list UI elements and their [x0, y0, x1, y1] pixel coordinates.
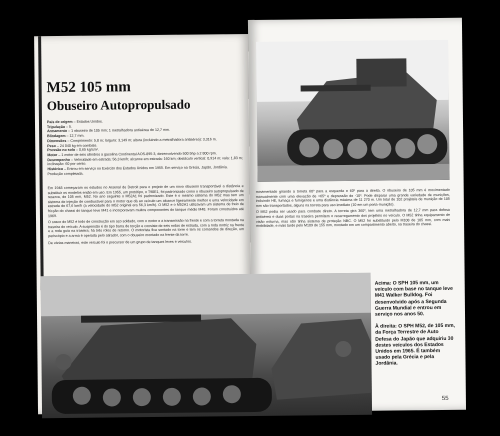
page-number: 55 [441, 395, 449, 403]
caption-bottom: À direita: O SPH M52, de 105 mm, da Força Terrestre de Auto Defesa do Japão que adquiriu 30 destes veículos dos Estados Unidos em 1965. É também usado pela Grécia e pela Jordânia. [375, 323, 455, 368]
spec-list [47, 118, 244, 176]
spec-row: Tripulação – 5. [47, 124, 73, 129]
spec-row: Dimensões – Comprimento: 5,8 m; largura: 3,149 m; altura (incluindo a metralhadora antiaérea): 3,316 m. [47, 137, 217, 143]
photo-captions [375, 280, 456, 373]
page-subtitle: Obuseiro Autopropulsado [46, 96, 191, 114]
paragraph: O M52 podia ser usado para combate direto. A torreta gira 360º, tem uma metralhadora de 12,7 mm para defesa antiaérea e duas portas na traseira permitem o recarregamento dos projéteis no veículo. O M52 tinha equipamento de visão noturna, mas não tinha sistema de proteção NBC. O M52 foi substituído pelo M108 de 105 mm, com mais mobilidade, e mais tarde pelo M109 de 155 mm, montado em um compartimento aberto, na traseira do chassi. [255, 208, 451, 229]
tank-photo-bottom [41, 273, 372, 418]
page-title: M52 105 mm [46, 79, 131, 97]
article-body-left [48, 184, 245, 247]
article-body-right [256, 188, 450, 231]
spec-row: Blindagem – 12,7 mm. [47, 133, 85, 139]
spec-row: Motor – 1 motor de seis cilindros a gasolina Continental AOS-895-3, desenvolvendo 500 bhp a 2 800 rpm. [47, 151, 217, 158]
spec-row: Desempenho – Velocidade em estrada: 56,3 km/h; alcance em estrada: 160 km; obstáculo vertical: 0,914 m; vala: 1,83 m; inclinação: 60 por cento. [47, 155, 243, 167]
book-spread [34, 18, 466, 418]
paragraph: O casco do M52 é todo de construção em aço soldado, com o motor e a transmissão na frente e com a torreta montada na traseira do veículo. A suspensão é do tipo barra de torção e consiste de seis rodas de estrada, com a roda motriz na frente e a roda guia na traseira; há três rolos de retorno. O motorista fica sentado na torre e tem os comandos de direção, um periscópio e a arma é operada pelo atirador, com o obuseiro montado na frente da torre. [48, 218, 245, 239]
caption-top: Acima: O SPH 105 mm, um veículo com base no tanque leve M41 Walker Bulldog. Foi desenvolvido após a Segunda Guerra Mundial e entrou em serviço nos anos 50. [374, 280, 453, 318]
page-edge-bar [38, 36, 44, 290]
spec-row: Armamento – 1 obuseiro de 105 mm; 1 metralhadora antiaérea de 12,7 mm. [47, 128, 170, 134]
spec-row: País de origem – Estados Unidos. [46, 119, 103, 125]
spec-row: Pressão no solo – 0,65 kg/cm². [47, 147, 99, 153]
paragraph: Em 1948 começaram os estudos no Arsenal de Detroit para o projeto de um novo obuseiro transportável a distância e substituir os modelos então em uso. Em 1955, um protótipo, o T98E1, foi padronizado como o obuseiro autopropulsado de reserva, de 105 mm, M52. No ano seguinte o M52A1 foi padronizado. Este é o mesmo sistema do M52 mas tem um sistema de injeção de combustível para o motor que dá ao veículo um alcance ligeiramente melhor e uma velocidade em estrada de 67,6 km/h (a velocidade do M52 original era 56,3 km/h). O M52 e o M52A1 utilizavam um sistema de freio de fricção do chassi do tanque leve M41 e incorporavam muitos componentes do tanque médio M48. Foram construídos até 1969. [47, 184, 244, 218]
paragraph: De várias maneiras, este veículo foi o precursor de um grupo de tanques leves e veículos. [48, 239, 192, 245]
paragraph: movimentado girando a torreta 60º para a esquerda e 60º para a direita. O obuseiro de 105 mm é movimentado manualmente com uma elevação de +65º e depressão de -10º. Pode disparar uma grande variedade de munições, incluindo HE, fumaça e fumígenos e uma distância máxima de 11 270 m. Um total de 102 projéteis de munição de 105 mm são transportados, alguns na torreta para uso imediato (10 em um porta-munição). [255, 187, 450, 208]
spec-row: Peso – 24 040 kg em combate. [47, 143, 98, 148]
tank-photo-top [256, 40, 449, 182]
spec-row: Histórico – Entrou em serviço no Exército dos Estados Unidos em 1955. Em serviço na Grécia, Japão, Jordânia. Produção completada. [47, 165, 228, 176]
